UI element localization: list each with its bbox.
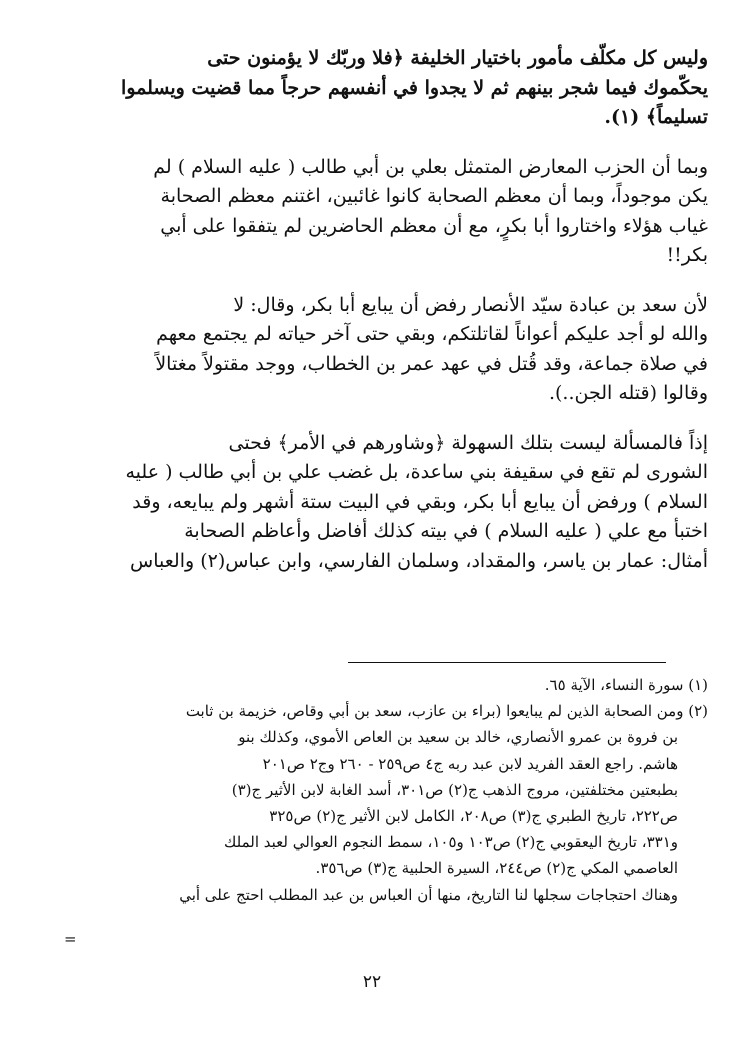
footnote-line: وهناك احتجاجات سجلها لنا التاريخ، منها أن العباس بن عبد المطلب احتج على أبي <box>179 885 678 904</box>
footnote-line: بن فروة بن عمرو الأنصاري، خالد بن سعيد بن العاص الأموي، وكذلك بنو <box>238 728 678 747</box>
text-line: اختبأ مع علي ( عليه السلام ) في بيته كذلك أفاضل وأعاظم الصحابة <box>184 520 708 542</box>
text-line: يكن موجوداً، وبما أن معظم الصحابة كانوا غائبين، اغتنم معظم الصحابة <box>160 185 708 207</box>
main-text <box>62 44 708 576</box>
footnote-continuation-mark: = <box>64 930 77 948</box>
text-line: في صلاة جماعة، وقد قُتل في عهد عمر بن الخطاب، ووجد مقتولاً مغتالاً <box>155 352 708 375</box>
footnote-line: بطبعتين مختلفتين، مروج الذهب ج(٢) ص٣٠١، أسد الغابة لابن الأثير ج(٣) <box>231 780 678 799</box>
footnote-line: و٣٣١، تاريخ اليعقوبي ج(٢) ص١٠٣ و١٠٥، سمط النجوم العوالي لعبد الملك <box>224 833 678 852</box>
page-number: ٢٢ <box>362 972 382 992</box>
footnote-line: (٢) ومن الصحابة الذين لم يبايعوا (براء بن عازب، سعد بن أبي وقاص، خزيمة بن ثابت <box>185 702 708 721</box>
footnote-line: هاشم. راجع العقد الفريد لابن عبد ربه ج٤ ص٢٥٩ - ٢٦٠ وج٢ ص٢٠١ <box>262 754 678 773</box>
paragraph-4 <box>62 429 708 577</box>
text-line: وبما أن الحزب المعارض المتمثل بعلي بن أبي طالب ( عليه السلام ) لم <box>153 155 708 178</box>
footnote-divider <box>348 662 666 663</box>
paragraph-2 <box>62 153 708 271</box>
footnotes <box>70 672 708 908</box>
paragraph-3 <box>62 291 708 409</box>
text-line: الشورى لم تقع في سقيفة بني ساعدة، بل غضب علي بن أبي طالب ( عليه <box>125 461 708 483</box>
text-line: أمثال: عمار بن ياسر، والمقداد، وسلمان الفارسي، وابن عباس(٢) والعباس <box>130 549 708 572</box>
text-line: وليس كل مكلّف مأمور باختيار الخليفة ﴿فلا وربّك لا يؤمنون حتى <box>207 47 708 69</box>
footnote-line: (١) سورة النساء، الآية ٦٥. <box>544 676 708 694</box>
footnote-line: العاصمي المكي ج(٢) ص٢٤٤، السيرة الحلبية ج(٣) ص٣٥٦. <box>315 859 678 878</box>
text-line: والله لو أجد عليكم أعواناً لقاتلتكم، وبقي حتى آخر حياته لم يجتمع معهم <box>156 323 708 345</box>
text-line: لأن سعد بن عبادة سيّد الأنصار رفض أن يبايع أبا بكر، وقال: لا <box>233 293 708 316</box>
text-line: غياب هؤلاء واختاروا أبا بكرٍ، مع أن معظم الحاضرين لم يتفقوا على أبي <box>160 214 708 237</box>
text-line: بكر!! <box>666 244 708 266</box>
footnote-line: ص٢٢٢، تاريخ الطبري ج(٣) ص٢٠٨، الكامل لابن الأثير ج(٢) ص٣٢٥ <box>269 807 678 826</box>
text-line: تسليماً﴾ (١). <box>604 106 708 128</box>
text-line: وقالوا (قتله الجن..). <box>548 382 708 404</box>
paragraph-1 <box>62 44 708 133</box>
text-line: يحكّموك فيما شجر بينهم ثم لا يجدوا في أنفسهم حرجاً مما قضيت ويسلموا <box>121 76 708 99</box>
text-line: إذاً فالمسألة ليست بتلك السهولة ﴿وشاورهم في الأمر﴾ فحتى <box>228 431 708 454</box>
text-line: السلام ) ورفض أن يبايع أبا بكر، وبقي في البيت ستة أشهر ولم يبايعه، وقد <box>132 490 708 513</box>
